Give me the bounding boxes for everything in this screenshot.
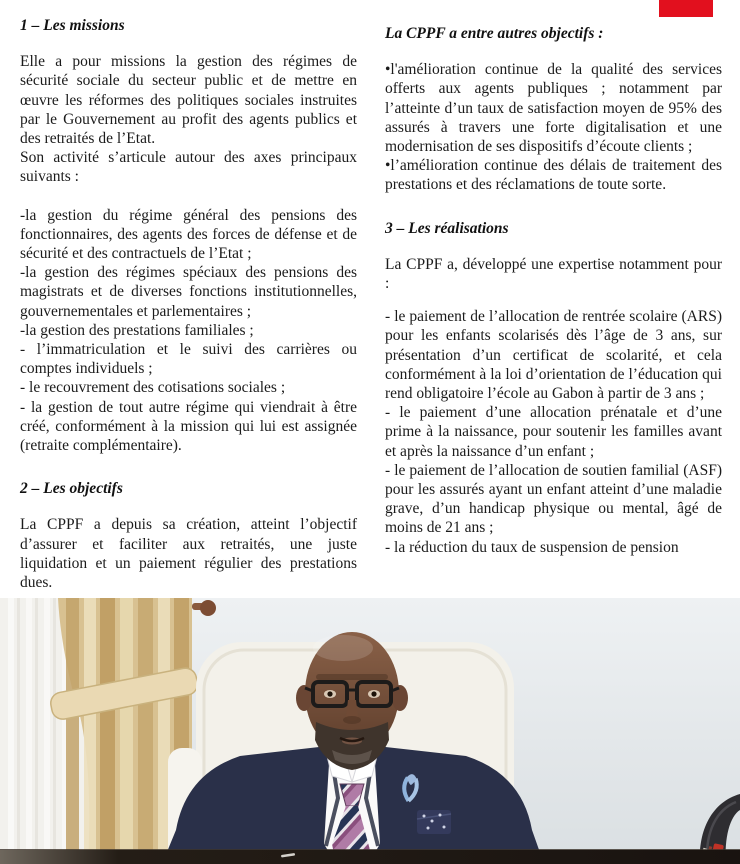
section2-heading: 2 – Les objectifs [20, 480, 123, 498]
desk-edge [0, 849, 740, 864]
list-item: - la gestion de tout autre régime qui viendrait à être créé, conformément à la mission qui lui est assignée (retraite complémentaire). [20, 398, 357, 455]
list-item: -la gestion des prestations familiales ; [20, 321, 254, 339]
list-item: - le recouvrement des cotisations sociales ; [20, 379, 286, 397]
pocket-square [417, 810, 451, 834]
list-item: - le paiement de l’allocation de soutien familial (ASF) pour les assurés ayant un enfant atteint d’une maladie grave, d’un handicap physique ou mental, âgé de moins de 21 ans ; [385, 461, 722, 537]
left-column [20, 16, 357, 598]
list-item: - l’immatriculation et le suivi des carrières ou comptes individuels ; [20, 341, 357, 378]
director-photo-illustration [0, 598, 740, 864]
list-item: -la gestion du régime général des pensions des fonctionnaires, des agents des forces de défense et de sécurité et des contractuels de l’Etat ; [20, 206, 357, 263]
list-item: •l’amélioration continue des délais de traitement des prestations et des réclamations de toute sorte. [385, 157, 722, 194]
curtain-rod-finial [200, 600, 216, 616]
right-column [385, 16, 722, 598]
section1-heading: 1 – Les missions [20, 17, 125, 34]
section1-paragraph: Elle a pour missions la gestion des régimes de sécurité sociale du secteur public et de mettre en œuvre les réformes des politiques sociales instruites par le Gouvernement au profit des agents publics et des retraités de l’Etat. [20, 53, 357, 148]
objectifs-heading: La CPPF a entre autres objectifs : [385, 25, 604, 42]
list-item: - la réduction du taux de suspension de pension [385, 538, 679, 556]
section2-paragraph: La CPPF a depuis sa création, atteint l’objectif d’assurer et faciliter aux retraités, une juste liquidation et un paiement régulier des prestations dues. [20, 516, 357, 592]
list-item: - le paiement de l’allocation de rentrée scolaire (ARS) pour les enfants scolarisés dès l’âge de 3 ans, sur présentation d’un certificat de scolarité, et cela conformément à la loi d’orientation de l’éducation qui rend obligatoire l’école au Gabon à partir de 3 ans ; [385, 308, 722, 403]
section3-heading: 3 – Les réalisations [385, 219, 509, 237]
list-item: •l'amélioration continue de la qualité des services offerts aux agents publiques ; notamment par l’atteinte d’un taux de satisfaction moyen de 95% des assurés à travers une forte digitalisation et une modernisation de ses dispositifs d’écoute clients ; [385, 61, 722, 156]
list-item: -la gestion des régimes spéciaux des pensions des magistrats et de diverses fonctions institutionnelles, gouvernementales et parlementaires ; [20, 264, 357, 320]
section1-paragraph: Son activité s’articule autour des axes principaux suivants : [20, 149, 357, 186]
section3-intro: La CPPF a, développé une expertise notamment pour : [385, 255, 722, 293]
director-photo [0, 598, 740, 864]
list-item: - le paiement d’une allocation prénatale et d’une prime à la naissance, pour soutenir les familles avant et après la naissance d’un enfant ; [385, 404, 722, 460]
